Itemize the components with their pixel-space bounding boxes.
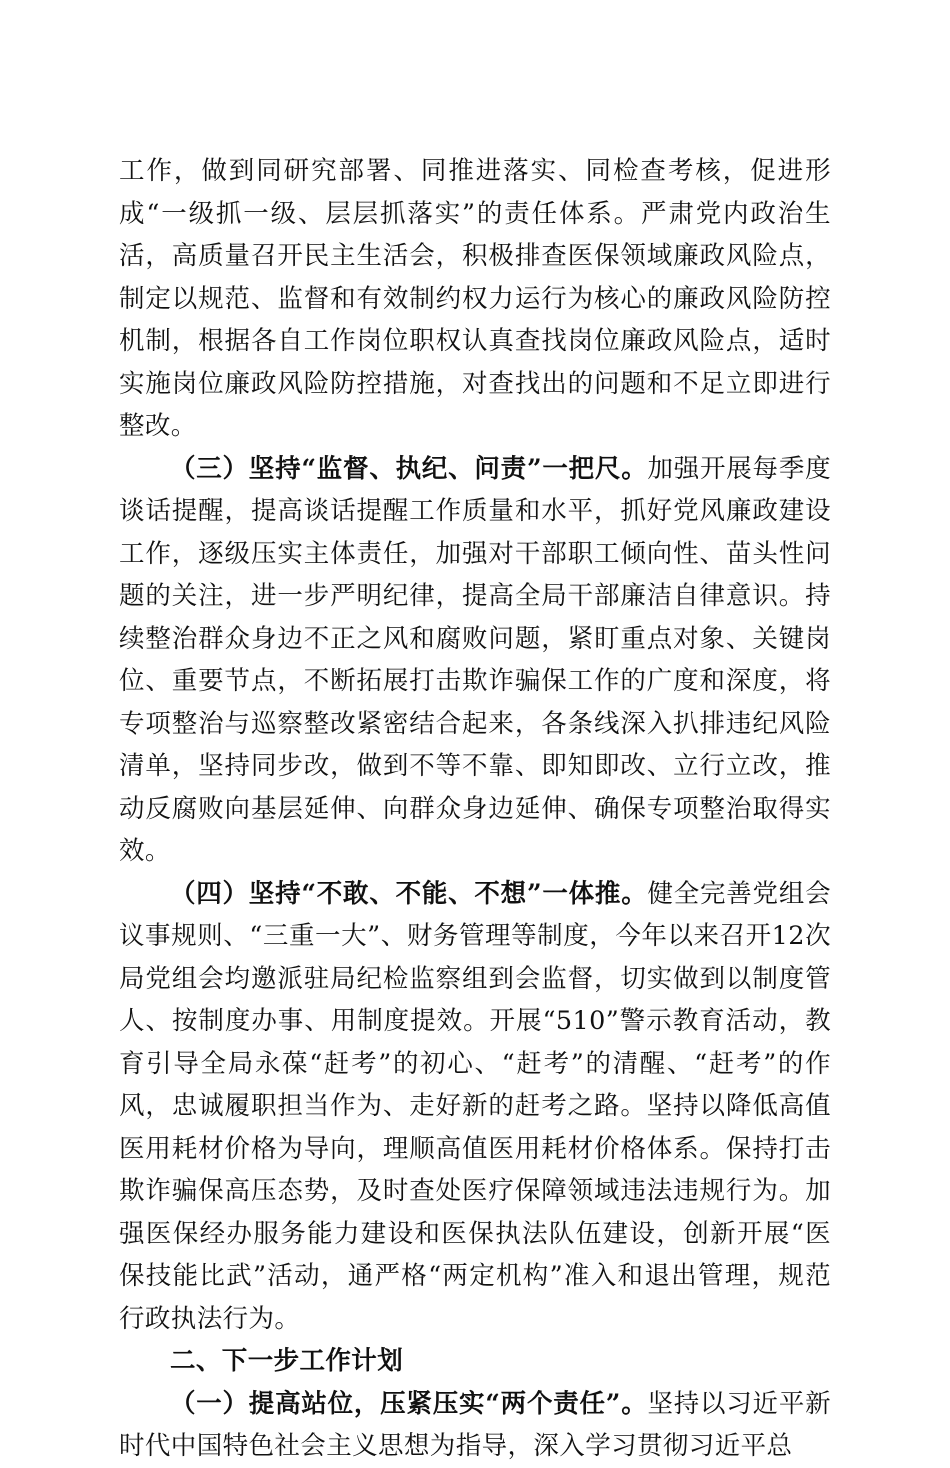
paragraph-text: 工作，做到同研究部署、同推进落实、同检查考核，促进形成“一级抓一级、层层抓落实”的责任体系。严肃党内政治生活，高质量召开民主生活会，积极排查医保领域廉政风险点，制定以规范、监督和有效制约权力运行为核心的廉政风险防控机制，根据各自工作岗位职权认真查找岗位廉政风险点，适时实施岗位廉政风险防控措施，对查找出的问题和不足立即进行整改。 <box>119 156 831 441</box>
plan-one-text: 坚持以习近平新时代中国特色社会主义思想为指导，深入学习贯彻习近平总 <box>119 1388 831 1461</box>
paragraph-continuation <box>119 150 831 448</box>
section-four-title: （四）坚持“不敢、不能、不想”一体推。 <box>170 878 648 909</box>
document-body <box>119 150 831 1468</box>
paragraph-section-four <box>119 873 831 1341</box>
section-four-text: 健全完善党组会议事规则、“三重一大”、财务管理等制度，今年以来召开12次局党组会均邀派驻局纪检监察组到会监督，切实做到以制度管人、按制度办事、用制度提效。开展“510”警示教育活动，教育引导全局永葆“赶考”的初心、“赶考”的清醒、“赶考”的作风，忠诚履职担当作为、走好新的赶考之路。坚持以降低高值医用耗材价格为导向，理顺高值医用耗材价格体系。保持打击欺诈骗保高压态势，及时查处医疗保障领域违法违规行为。加强医保经办服务能力建设和医保执法队伍建设，创新开展“医保技能比武”活动，通严格“两定机构”准入和退出管理，规范行政执法行为。 <box>119 878 831 1334</box>
section-three-text: 加强开展每季度谈话提醒，提高谈话提醒工作质量和水平，抓好党风廉政建设工作，逐级压实主体责任，加强对干部职工倾向性、苗头性问题的关注，进一步严明纪律，提高全局干部廉洁自律意识。持续整治群众身边不正之风和腐败问题，紧盯重点对象、关键岗位、重要节点，不断拓展打击欺诈骗保工作的广度和深度，将专项整治与巡察整改紧密结合起来，各条线深入扒排违纪风险清单，坚持同步改，做到不等不靠、即知即改、立行立改，推动反腐败向基层延伸、向群众身边延伸、确保专项整治取得实效。 <box>119 453 831 866</box>
paragraph-plan-one <box>119 1383 831 1468</box>
section-three-title: （三）坚持“监督、执纪、问责”一把尺。 <box>170 453 648 484</box>
paragraph-section-three <box>119 448 831 873</box>
section-heading-next-plan: 二、下一步工作计划 <box>170 1346 404 1376</box>
plan-one-title: （一）提高站位，压紧压实“两个责任”。 <box>170 1388 648 1419</box>
